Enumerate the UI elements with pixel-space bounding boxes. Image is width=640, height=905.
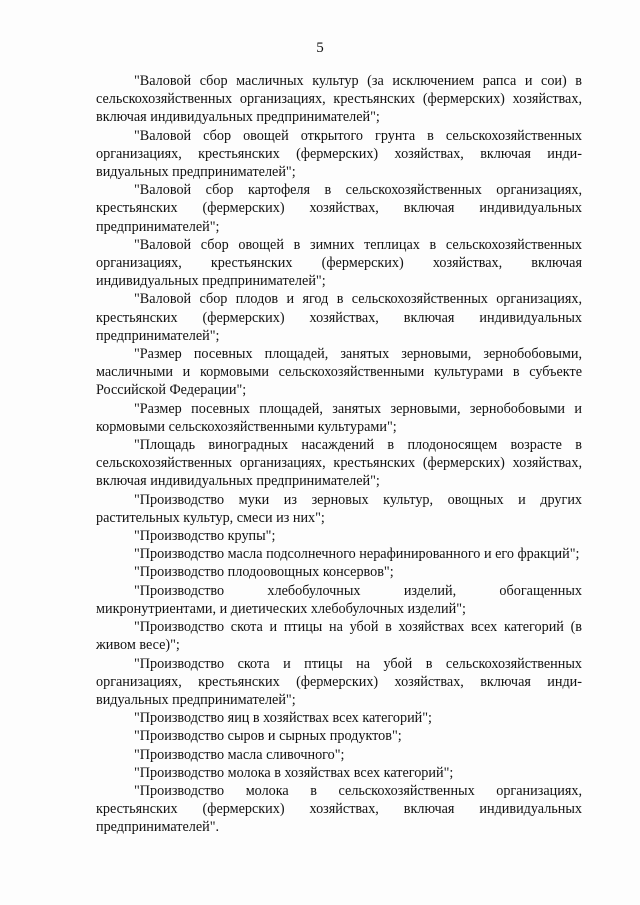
paragraph: "Валовой сбор овощей открытого грунта в сельскохозяйственных организациях, крестьянских (фермерских) хозяйствах, включая индивидуальных предпринимателей";: [96, 127, 582, 181]
paragraph: "Размер посевных площадей, занятых зерновыми, зернобобовыми и кормовыми сельскохозяйственными культурами";: [96, 400, 582, 435]
paragraph: "Валовой сбор картофеля в сельскохозяйственных организациях, крестьянских (фермерских) хозяйствах, включая индивидуальных предпринимателей";: [96, 182, 582, 235]
paragraph: "Производство молока в хозяйствах всех категорий";: [134, 764, 454, 781]
paragraph: "Валовой сбор масличных культур (за исключением рапса и сои) в сельскохозяйственных организациях, крестьянских (фермерских) хозяйствах, включая индивидуальных предпринимателей";: [96, 73, 582, 126]
paragraph: "Производство молока в сельскохозяйственных организациях, крестьянских (фермерских) хозяйствах, включая индивидуальных предпринимателей".: [96, 782, 582, 836]
paragraph: "Производство масла сливочного";: [134, 746, 345, 763]
paragraph: "Производство яиц в хозяйствах всех категорий";: [134, 710, 432, 727]
paragraph: "Производство муки из зерновых культур, овощных и других растительных культур, смеси из них";: [96, 491, 582, 526]
paragraph: "Производство крупы";: [134, 528, 276, 545]
paragraph: "Площадь виноградных насаждений в плодоносящем возрасте в сельскохозяйственных организациях, крестьянских (фермерских) хозяйствах, включая индивидуальных предпринимателей";: [96, 437, 582, 490]
paragraph: "Производство сыров и сырных продуктов";: [134, 728, 402, 745]
page-number: 5: [316, 40, 324, 56]
document-body: [96, 72, 582, 837]
paragraph: "Производство скота и птицы на убой в сельскохозяйственных организациях, крестьянских (фермерских) хозяйствах, включая индивидуальных предпринимателей";: [96, 655, 582, 708]
paragraph: "Производство хлебобулочных изделий, обогащенных микронутриентами, и диетических хлебобулочных изделий";: [96, 582, 582, 617]
paragraph: "Валовой сбор плодов и ягод в сельскохозяйственных организациях, крестьянских (фермерских) хозяйствах, включая индивидуальных предпринимателей";: [96, 291, 582, 344]
paragraph: "Валовой сбор овощей в зимних теплицах в сельскохозяйственных организациях, крестьянских (фермерских) хозяйствах, включая индивидуальных предпринимателей";: [96, 236, 582, 290]
paragraph: "Размер посевных площадей, занятых зерновыми, зернобобовыми, масличными и кормовыми сельскохозяйственными культурами в субъекте Российской Федерации";: [96, 346, 582, 399]
paragraph: "Производство плодоовощных консервов";: [134, 564, 394, 581]
paragraph: "Производство масла подсолнечного нерафинированного и его фракций";: [134, 546, 580, 563]
paragraph: "Производство скота и птицы на убой в хозяйствах всех категорий (в живом весе)";: [96, 619, 582, 654]
